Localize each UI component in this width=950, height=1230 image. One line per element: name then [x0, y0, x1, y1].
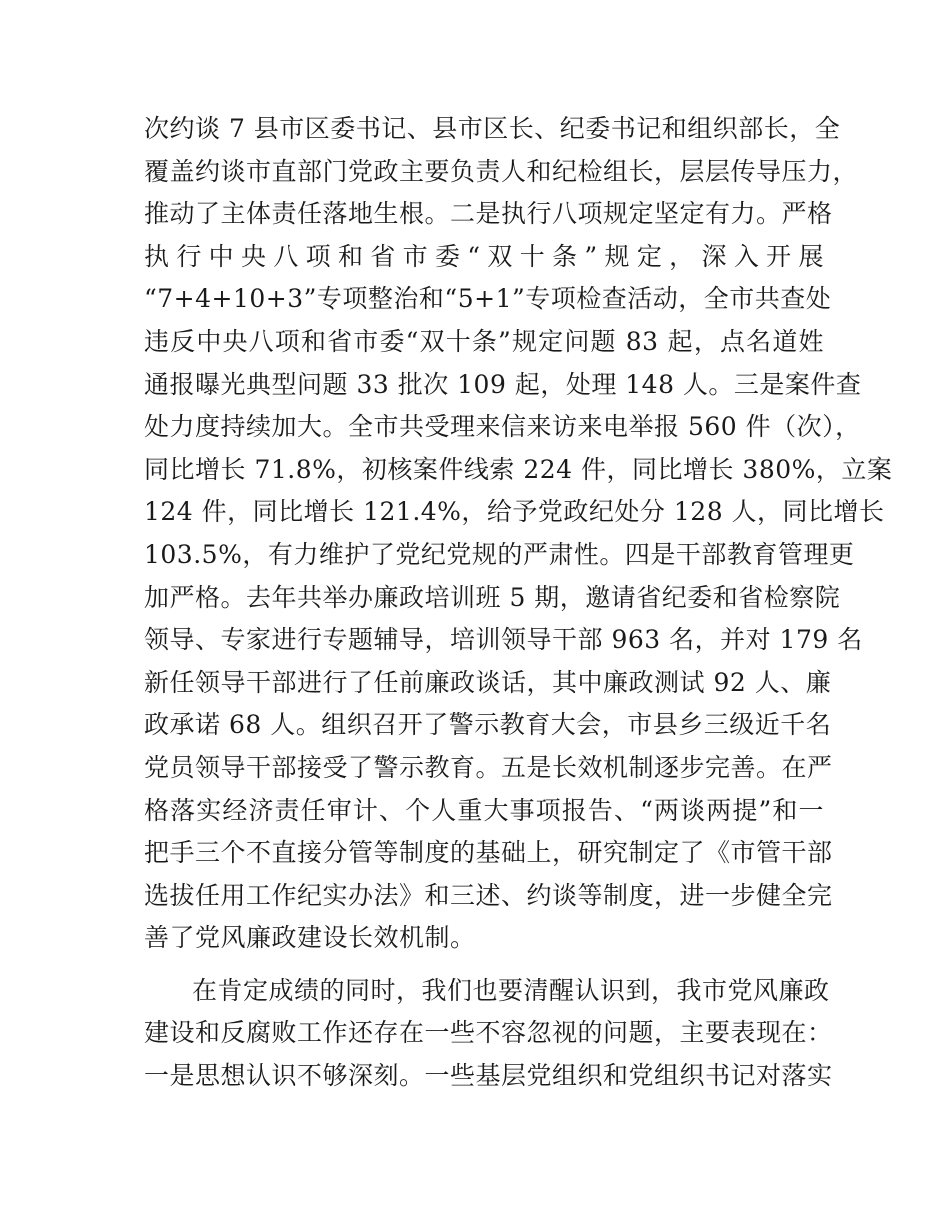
paragraph-problems	[144, 970, 833, 1098]
text-line: 一是思想认识不够深刻。一些基层党组织和党组织书记对落实	[144, 1061, 833, 1091]
text-line: 推动了主体责任落地生根。二是执行八项规定坚定有力。严格	[144, 199, 833, 229]
text-line: 覆盖约谈市直部门党政主要负责人和纪检组长，层层传导压力，	[144, 156, 859, 186]
text-line: 善了党风廉政建设长效机制。	[144, 923, 476, 953]
text-line: 次约谈 7 县市区委书记、县市区长、纪委书记和组织部长，全	[144, 114, 841, 143]
text-line: 新任领导干部进行了任前廉政谈话，其中廉政测试 92 人、廉	[144, 667, 832, 697]
text-line: 把手三个不直接分管等制度的基础上，研究制定了《市管干部	[144, 838, 833, 868]
text-line: 选拔任用工作纪实办法》和三述、约谈等制度，进一步健全完	[144, 880, 833, 910]
text-line: 格落实经济责任审计、个人重大事项报告、“两谈两提”和一	[144, 795, 824, 825]
body-text	[144, 108, 893, 1098]
text-line: 领导、专家进行专题辅导，培训领导干部 963 名，并对 179 名	[144, 625, 863, 655]
text-line: 处力度持续加大。全市共受理来信来访来电举报 560 件（次），	[144, 412, 861, 442]
text-line: 通报曝光典型问题 33 批次 109 起，处理 148 人。三是案件查	[144, 369, 862, 399]
text-line: 执行中央八项和省市委“双十条”规定，深入开展	[144, 241, 824, 271]
text-line: 违反中央八项和省市委“双十条”规定问题 83 起，点名道姓	[144, 326, 824, 356]
text-line: 124 件，同比增长 121.4%，给予党政纪处分 128 人，同比增长	[144, 497, 885, 527]
text-line: “7+4+10+3”专项整治和“5+1”专项检查活动，全市共查处	[144, 284, 832, 314]
text-line: 建设和反腐败工作还存在一些不容忽视的问题，主要表现在：	[144, 1018, 833, 1048]
text-line: 政承诺 68 人。组织召开了警示教育大会，市县乡三级近千名	[144, 710, 832, 740]
paragraph-achievements	[144, 108, 893, 960]
text-line: 党员领导干部接受了警示教育。五是长效机制逐步完善。在严	[144, 752, 833, 782]
text-line: 加严格。去年共举办廉政培训班 5 期，邀请省纪委和省检察院	[144, 582, 841, 612]
text-line: 103.5%，有力维护了党纪党规的严肃性。四是干部教育管理更	[144, 539, 855, 569]
paragraph-spacer	[144, 960, 824, 970]
text-line: 在肯定成绩的同时，我们也要清醒认识到，我市党风廉政	[192, 975, 830, 1005]
text-line: 同比增长 71.8%，初核案件线索 224 件，同比增长 380%，立案	[144, 454, 893, 484]
